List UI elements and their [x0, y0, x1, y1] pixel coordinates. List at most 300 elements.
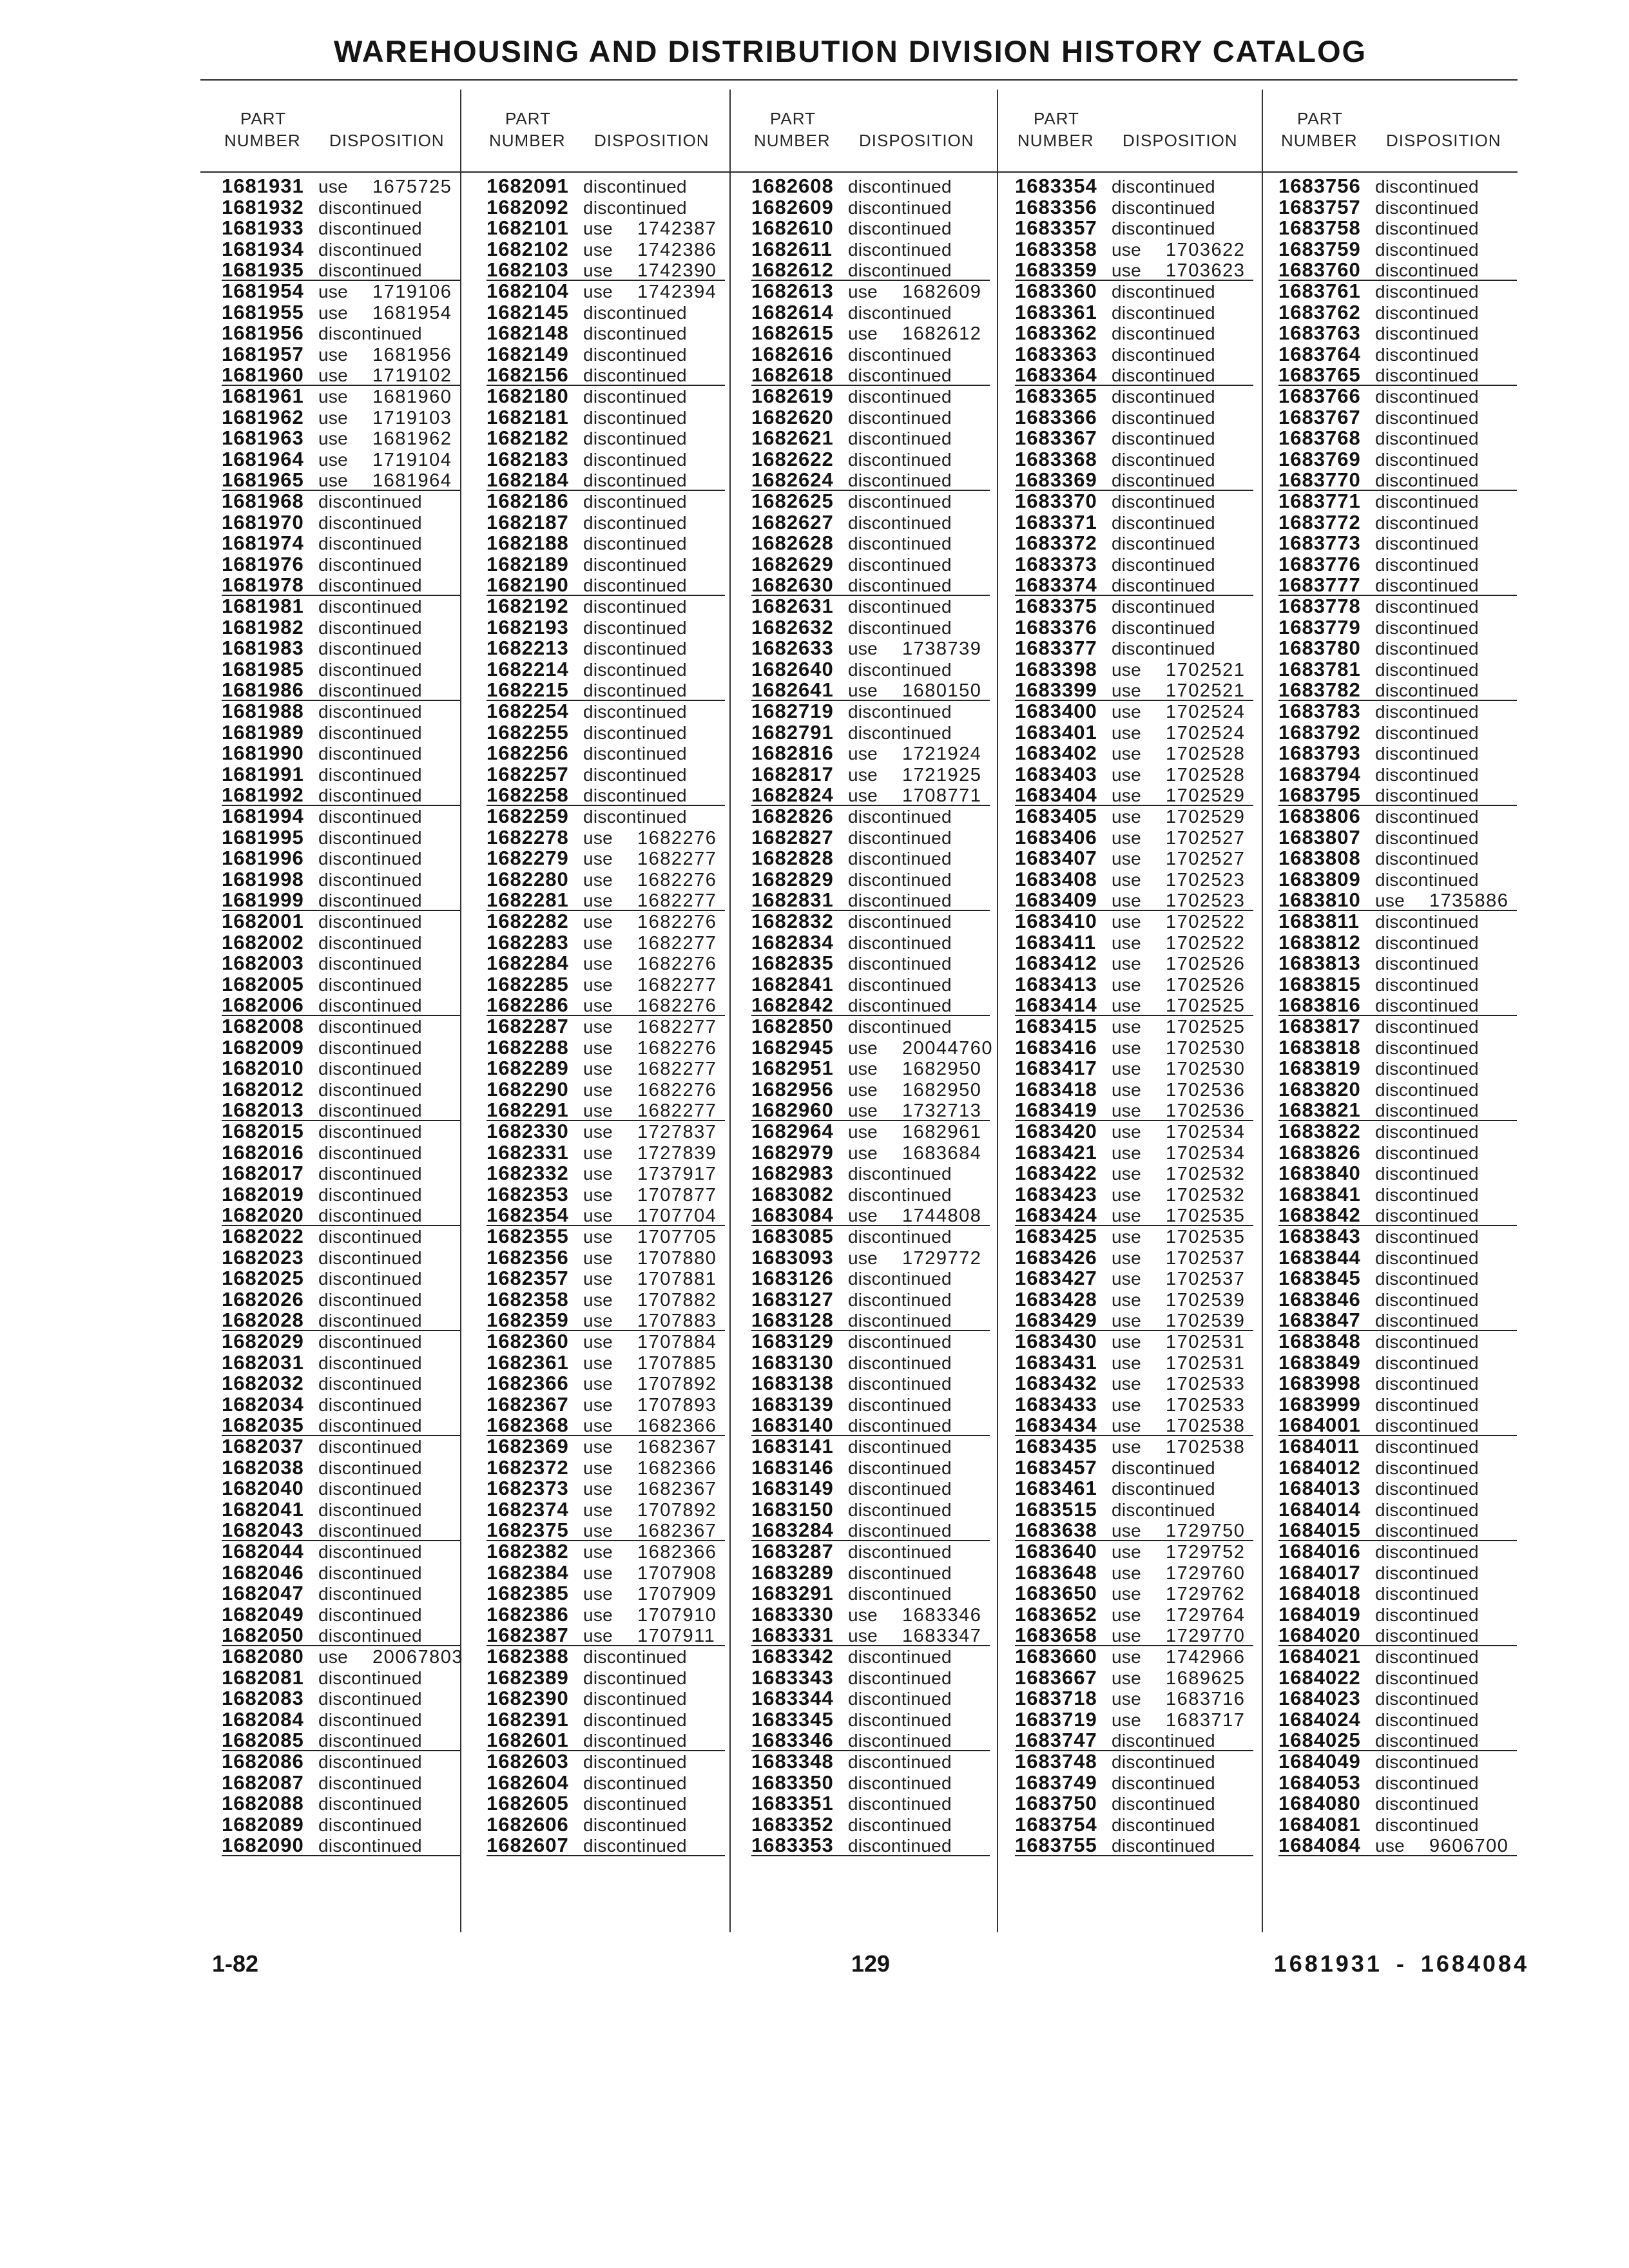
part-number: 1683359: [1015, 258, 1097, 282]
part-number: 1682622: [751, 447, 834, 470]
replacement-part-number: 1681962: [372, 428, 452, 450]
disposition-text: discontinued: [583, 1709, 687, 1730]
catalog-row: [1015, 701, 1253, 722]
disposition-text: discontinued: [583, 744, 687, 764]
disposition-text: discontinued: [583, 177, 687, 197]
part-number: 1682613: [751, 280, 834, 302]
catalog-row: [751, 722, 990, 744]
part-number: 1683356: [1015, 195, 1097, 218]
part-number: 1681954: [222, 280, 304, 302]
part-number: 1681963: [222, 427, 304, 450]
disposition-text: discontinued: [848, 1184, 952, 1205]
part-number: 1683810: [1278, 889, 1361, 912]
replacement-part-number: 1729750: [1166, 1521, 1246, 1542]
catalog-row: [751, 1478, 990, 1499]
catalog-row: [751, 218, 990, 239]
disposition-text: discontinued: [583, 512, 687, 533]
replacement-part-number: 1727837: [637, 1122, 717, 1142]
disposition-use: use: [848, 323, 878, 344]
catalog-row: [1015, 1352, 1253, 1374]
part-number: 1682184: [487, 468, 569, 492]
catalog-row: [487, 512, 725, 533]
part-number: 1682287: [487, 1015, 569, 1037]
part-number: 1683847: [1278, 1309, 1361, 1332]
catalog-row: [487, 1121, 725, 1142]
replacement-part-number: 1729772: [902, 1247, 982, 1269]
catalog-row: [1278, 1457, 1517, 1479]
disposition-use: use: [848, 639, 878, 659]
part-number: 1682016: [222, 1140, 304, 1164]
disposition-use: use: [318, 387, 349, 407]
catalog-row: [1278, 554, 1517, 575]
catalog-row: [1278, 995, 1517, 1016]
catalog-row: [222, 344, 460, 365]
catalog-row: [222, 764, 460, 785]
part-number: 1682842: [751, 994, 834, 1017]
disposition-use: use: [848, 1122, 878, 1142]
catalog-row: [1278, 1394, 1517, 1416]
disposition-text: discontinued: [583, 702, 687, 722]
part-number: 1682190: [487, 573, 569, 597]
part-number: 1682621: [751, 427, 834, 450]
part-number: 1682041: [222, 1497, 304, 1521]
disposition-use: use: [1112, 890, 1142, 911]
catalog-row: [487, 722, 725, 744]
disposition-use: use: [583, 827, 613, 848]
replacement-part-number: 20044760: [902, 1037, 994, 1059]
disposition-use: use: [583, 218, 613, 239]
part-number: 1681978: [222, 573, 304, 597]
catalog-row: [487, 638, 725, 659]
disposition-text: discontinued: [318, 1773, 422, 1793]
replacement-part-number: 1707880: [637, 1247, 717, 1269]
catalog-row: [222, 365, 460, 386]
catalog-row: [751, 1604, 990, 1626]
disposition-text: discontinued: [318, 1100, 422, 1121]
part-number: 1683842: [1278, 1204, 1361, 1227]
part-number: 1682087: [222, 1771, 304, 1794]
part-number: 1683433: [1015, 1392, 1097, 1416]
catalog-row: [1278, 932, 1517, 954]
part-number: 1682213: [487, 637, 569, 660]
disposition-use: use: [1112, 869, 1142, 890]
part-number: 1682029: [222, 1330, 304, 1352]
disposition-text: discontinued: [1375, 1269, 1479, 1289]
disposition-use: use: [1112, 1184, 1142, 1205]
part-number: 1682103: [487, 258, 569, 282]
disposition-text: discontinued: [848, 1479, 952, 1499]
catalog-row: [1015, 323, 1253, 344]
catalog-row: [222, 785, 460, 806]
disposition-use: use: [1112, 1689, 1142, 1709]
part-number: 1682088: [222, 1792, 304, 1815]
catalog-row: [487, 701, 725, 722]
disposition-text: discontinued: [583, 407, 687, 428]
disposition-text: discontinued: [583, 1836, 687, 1856]
part-number: 1683998: [1278, 1372, 1361, 1395]
catalog-row: [751, 1247, 990, 1269]
disposition-text: discontinued: [318, 1814, 422, 1835]
part-number: 1683747: [1015, 1729, 1097, 1752]
part-number: 1683780: [1278, 637, 1361, 660]
replacement-part-number: 1681960: [372, 387, 452, 407]
catalog-row: [1278, 890, 1517, 911]
disposition-text: discontinued: [848, 470, 952, 491]
catalog-row: [222, 638, 460, 659]
replacement-part-number: 1702526: [1166, 974, 1246, 995]
catalog-row: [487, 1667, 725, 1689]
part-number: 1684080: [1278, 1792, 1361, 1815]
disposition-use: use: [1112, 1416, 1142, 1436]
replacement-part-number: 1702522: [1166, 932, 1246, 954]
catalog-row: [222, 470, 460, 491]
disposition-use: use: [1112, 1164, 1142, 1184]
part-number: 1682625: [751, 490, 834, 512]
disposition-text: discontinued: [848, 1836, 952, 1856]
catalog-row: [1278, 260, 1517, 281]
disposition-use: use: [318, 365, 349, 386]
disposition-text: discontinued: [1375, 1667, 1479, 1688]
disposition-text: discontinued: [583, 597, 687, 617]
catalog-row: [487, 1646, 725, 1667]
replacement-part-number: 1738739: [902, 639, 982, 660]
catalog-row: [751, 1205, 990, 1226]
part-number: 1683416: [1015, 1035, 1097, 1059]
part-number: 1682284: [487, 952, 569, 975]
part-number: 1682278: [487, 825, 569, 849]
part-number: 1683342: [751, 1645, 834, 1667]
disposition-use: use: [1375, 1836, 1405, 1856]
disposition-text: discontinued: [1375, 1457, 1479, 1478]
disposition-text: discontinued: [848, 1647, 952, 1667]
catalog-row: [1278, 1814, 1517, 1836]
disposition-use: use: [848, 1206, 878, 1226]
catalog-row: [1015, 1415, 1253, 1436]
catalog-row: [222, 1226, 460, 1247]
part-number: 1683370: [1015, 490, 1097, 512]
disposition-text: discontinued: [848, 1752, 952, 1772]
catalog-row: [487, 1331, 725, 1352]
part-number: 1683660: [1015, 1645, 1097, 1667]
disposition-text: discontinued: [848, 1499, 952, 1520]
disposition-text: discontinued: [1375, 932, 1479, 953]
part-number: 1683764: [1278, 342, 1361, 365]
catalog-row: [1278, 1016, 1517, 1037]
part-number: 1683652: [1015, 1602, 1097, 1626]
part-number: 1682256: [487, 742, 569, 765]
catalog-row: [487, 575, 725, 596]
replacement-part-number: 1702534: [1166, 1142, 1246, 1164]
replacement-part-number: 1707704: [637, 1206, 717, 1227]
catalog-row: [487, 1373, 725, 1394]
catalog-row: [1015, 743, 1253, 764]
catalog-row: [751, 1016, 990, 1037]
part-number: 1682827: [751, 825, 834, 849]
disposition-use: use: [583, 912, 613, 932]
disposition-text: discontinued: [1112, 1794, 1215, 1814]
part-number: 1681992: [222, 783, 304, 807]
part-number: 1682828: [751, 847, 834, 870]
catalog-row: [1278, 911, 1517, 932]
column-header-disposition: DISPOSITION: [1123, 131, 1238, 150]
catalog-row: [751, 1457, 990, 1479]
part-number: 1683640: [1015, 1540, 1097, 1562]
replacement-part-number: 1702538: [1166, 1416, 1246, 1437]
replacement-part-number: 1682277: [637, 1100, 717, 1122]
disposition-text: discontinued: [1375, 1499, 1479, 1520]
disposition-text: discontinued: [318, 1457, 422, 1478]
disposition-use: use: [583, 1311, 613, 1331]
disposition-text: discontinued: [1375, 302, 1479, 323]
part-number: 1682850: [751, 1015, 834, 1037]
catalog-row: [751, 1035, 994, 1059]
catalog-row: [222, 1667, 460, 1689]
replacement-part-number: 1707881: [637, 1269, 717, 1290]
catalog-row: [487, 1415, 725, 1436]
replacement-part-number: 1702533: [1166, 1394, 1246, 1416]
disposition-text: discontinued: [848, 1709, 952, 1730]
part-number: 1683354: [1015, 175, 1097, 197]
part-number: 1683809: [1278, 867, 1361, 890]
part-number: 1683813: [1278, 952, 1361, 975]
part-number: 1682188: [487, 532, 569, 555]
catalog-row: [1278, 1667, 1517, 1689]
catalog-row: [751, 491, 990, 512]
catalog-row: [487, 239, 725, 260]
disposition-text: discontinued: [318, 1416, 422, 1436]
disposition-text: discontinued: [848, 890, 952, 911]
disposition-text: discontinued: [848, 1269, 952, 1289]
catalog-row: [487, 869, 725, 890]
disposition-use: use: [848, 1604, 878, 1625]
disposition-text: discontinued: [583, 680, 687, 701]
part-number: 1683772: [1278, 510, 1361, 533]
catalog-row: [1278, 1562, 1517, 1584]
catalog-row: [487, 176, 725, 197]
catalog-row: [1015, 1499, 1253, 1521]
part-number: 1682104: [487, 280, 569, 302]
disposition-text: discontinued: [1375, 702, 1479, 722]
disposition-use: use: [1112, 1227, 1142, 1247]
page-title: WAREHOUSING AND DISTRIBUTION DIVISION HISTORY CATALOG: [334, 34, 1367, 68]
part-number: 1683779: [1278, 615, 1361, 639]
disposition-text: discontinued: [848, 449, 952, 470]
part-number: 1682003: [222, 952, 304, 975]
disposition-use: use: [583, 1164, 613, 1184]
catalog-row: [487, 680, 725, 701]
part-number: 1683345: [751, 1707, 834, 1731]
catalog-row: [1015, 1394, 1253, 1416]
disposition-use: use: [1112, 1079, 1142, 1100]
catalog-row: [222, 596, 460, 617]
part-number: 1681983: [222, 637, 304, 660]
part-number: 1683372: [1015, 532, 1097, 555]
replacement-part-number: 1719102: [372, 365, 452, 387]
catalog-row: [751, 1499, 990, 1521]
catalog-row: [222, 1289, 460, 1311]
part-number: 1682006: [222, 994, 304, 1017]
catalog-row: [1015, 281, 1253, 302]
catalog-row: [1278, 722, 1517, 744]
part-number: 1683781: [1278, 657, 1361, 680]
catalog-row: [487, 1079, 725, 1100]
replacement-part-number: 1682961: [902, 1122, 982, 1142]
part-number: 1682719: [751, 700, 834, 722]
catalog-row: [487, 1184, 725, 1206]
part-number: 1682608: [751, 175, 834, 197]
part-number: 1681956: [222, 322, 304, 345]
part-number: 1683289: [751, 1561, 834, 1584]
part-number: 1681986: [222, 678, 304, 702]
disposition-text: discontinued: [848, 722, 952, 743]
catalog-row: [1015, 638, 1253, 659]
disposition-text: discontinued: [583, 1794, 687, 1814]
part-number: 1683412: [1015, 952, 1097, 975]
part-number: 1683841: [1278, 1182, 1361, 1206]
replacement-part-number: 20067803: [372, 1647, 464, 1667]
disposition-text: discontinued: [1375, 1394, 1479, 1415]
disposition-text: discontinued: [1375, 1562, 1479, 1583]
part-number: 1682086: [222, 1750, 304, 1773]
catalog-row: [751, 575, 990, 596]
part-number: 1684013: [1278, 1477, 1361, 1500]
disposition-use: use: [1112, 1037, 1142, 1058]
disposition-text: discontinued: [318, 1206, 422, 1226]
part-number: 1682289: [487, 1057, 569, 1080]
catalog-row: [487, 1100, 725, 1121]
replacement-part-number: 1742966: [1166, 1647, 1246, 1667]
part-number: 1682182: [487, 427, 569, 450]
disposition-use: use: [583, 1142, 613, 1163]
part-number: 1683794: [1278, 762, 1361, 785]
catalog-row: [1015, 1751, 1253, 1773]
catalog-row: [751, 1226, 990, 1247]
part-number: 1681961: [222, 385, 304, 407]
part-number: 1683364: [1015, 363, 1097, 387]
catalog-row: [1015, 218, 1253, 239]
disposition-text: discontinued: [1375, 1752, 1479, 1772]
catalog-row: [487, 827, 725, 849]
catalog-row: [751, 1583, 990, 1604]
disposition-text: discontinued: [583, 554, 687, 575]
catalog-row: [487, 848, 725, 869]
catalog-row: [222, 218, 460, 239]
catalog-row: [487, 596, 725, 617]
catalog-row: [751, 785, 990, 806]
disposition-text: discontinued: [1112, 533, 1215, 554]
part-number: 1682257: [487, 762, 569, 785]
disposition-text: discontinued: [1375, 995, 1479, 1016]
catalog-row: [751, 764, 990, 785]
part-number: 1682026: [222, 1287, 304, 1311]
disposition-use: use: [318, 428, 349, 449]
part-number: 1683405: [1015, 805, 1097, 827]
catalog-row: [222, 386, 460, 407]
catalog-row: [751, 344, 990, 365]
disposition-text: discontinued: [1375, 533, 1479, 554]
part-number: 1683362: [1015, 322, 1097, 345]
part-number: 1682005: [222, 972, 304, 995]
disposition-text: discontinued: [1112, 575, 1215, 596]
part-number: 1684014: [1278, 1497, 1361, 1521]
replacement-part-number: 1707893: [637, 1394, 717, 1416]
catalog-row: [1015, 785, 1253, 806]
catalog-row: [751, 1562, 990, 1584]
disposition-use: use: [1112, 1542, 1142, 1562]
disposition-text: discontinued: [318, 1394, 422, 1415]
catalog-row: [222, 491, 460, 512]
catalog-row: [222, 1793, 460, 1814]
replacement-part-number: 1729752: [1166, 1542, 1246, 1562]
catalog-row: [487, 932, 725, 954]
replacement-part-number: 1682950: [902, 1059, 982, 1080]
part-number: 1682369: [487, 1435, 569, 1457]
catalog-row: [751, 827, 990, 849]
catalog-row: [222, 260, 460, 281]
part-number: 1682375: [487, 1519, 569, 1542]
replacement-part-number: 1682367: [637, 1437, 717, 1457]
disposition-text: discontinued: [848, 597, 952, 617]
part-number: 1683783: [1278, 700, 1361, 722]
part-number: 1682046: [222, 1561, 304, 1584]
part-number: 1682612: [751, 258, 834, 282]
part-number: 1682002: [222, 930, 304, 954]
catalog-row: [751, 743, 990, 764]
disposition-text: discontinued: [1375, 744, 1479, 764]
disposition-use: use: [583, 995, 613, 1016]
catalog-row: [1015, 1457, 1253, 1479]
disposition-use: use: [583, 1206, 613, 1226]
catalog-row: [487, 1268, 725, 1289]
part-number: 1682092: [487, 195, 569, 218]
column-header-number: NUMBER: [224, 131, 301, 150]
disposition-text: discontinued: [583, 807, 687, 827]
disposition-text: discontinued: [318, 1521, 422, 1541]
disposition-use: use: [583, 1100, 613, 1121]
disposition-use: use: [1112, 1604, 1142, 1625]
disposition-text: discontinued: [1112, 1814, 1215, 1835]
disposition-text: discontinued: [583, 1647, 687, 1667]
disposition-text: discontinued: [1375, 1227, 1479, 1247]
part-number: 1683845: [1278, 1267, 1361, 1290]
catalog-row: [487, 386, 725, 407]
part-number: 1682180: [487, 385, 569, 407]
part-number: 1682640: [751, 657, 834, 680]
part-number: 1683351: [751, 1792, 834, 1815]
disposition-text: discontinued: [1375, 554, 1479, 575]
disposition-use: use: [583, 1437, 613, 1457]
disposition-text: discontinued: [318, 1037, 422, 1058]
catalog-row: [1015, 617, 1253, 639]
catalog-row: [1015, 827, 1253, 849]
part-number: 1684081: [1278, 1812, 1361, 1836]
catalog-row: [222, 680, 460, 701]
disposition-text: discontinued: [848, 995, 952, 1016]
replacement-part-number: 1702536: [1166, 1100, 1246, 1122]
part-number: 1683425: [1015, 1225, 1097, 1247]
disposition-text: discontinued: [1375, 597, 1479, 617]
part-number: 1683146: [751, 1456, 834, 1479]
part-number: 1683638: [1015, 1519, 1097, 1542]
disposition-use: use: [848, 1037, 878, 1058]
part-number: 1683758: [1278, 216, 1361, 240]
disposition-text: discontinued: [1375, 974, 1479, 995]
disposition-text: discontinued: [848, 827, 952, 848]
catalog-row: [222, 1436, 460, 1457]
disposition-use: use: [1112, 1122, 1142, 1142]
disposition-text: discontinued: [318, 1479, 422, 1499]
disposition-text: discontinued: [583, 470, 687, 491]
